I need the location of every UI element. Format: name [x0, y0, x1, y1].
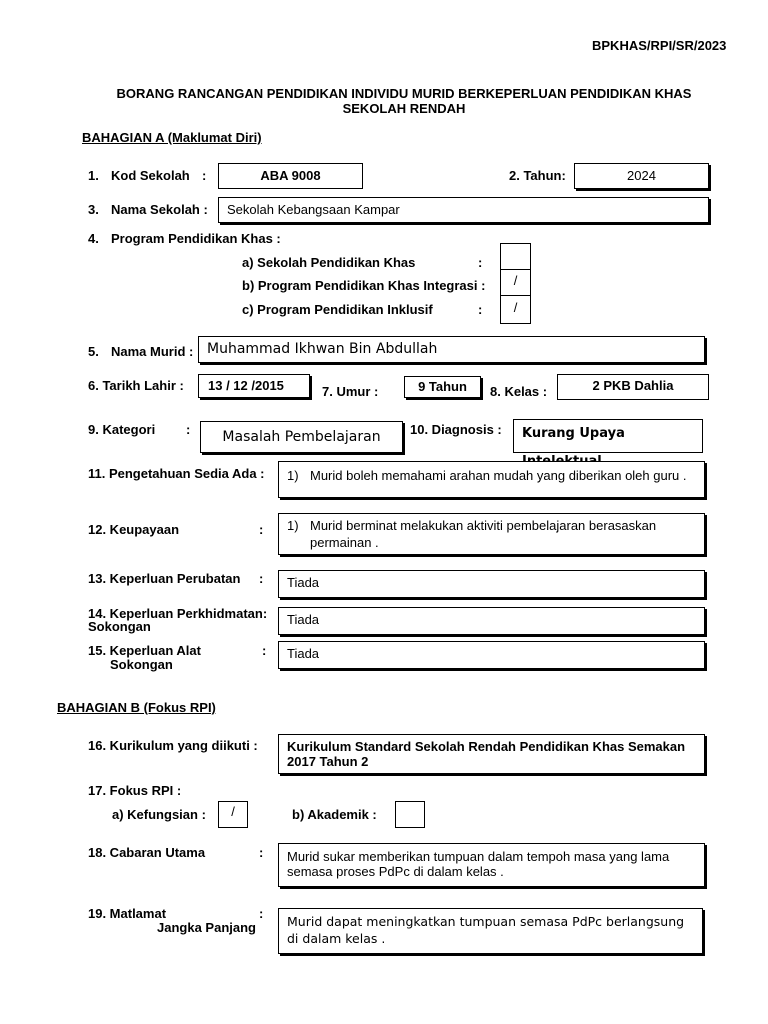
program-option-b-checkbox[interactable] [500, 269, 531, 297]
keperluan-alat-label-line2: Sokongan [110, 657, 173, 672]
kod-sekolah-label: Kod Sekolah [111, 168, 190, 183]
matlamat-value-line2: di dalam kelas . [287, 931, 386, 946]
document-code: BPKHAS/RPI/SR/2023 [592, 38, 727, 53]
keperluan-alat-field[interactable] [278, 641, 705, 669]
field-3-number: 3. [88, 202, 99, 217]
program-option-b-label: b) Program Pendidikan Khas Integrasi : [242, 278, 486, 293]
kefungsian-label: a) Kefungsian : [112, 807, 206, 822]
umur-label: 7. Umur : [322, 384, 379, 399]
kurikulum-value-line1: Kurikulum Standard Sekolah Rendah Pendidikan Khas Semakan [287, 739, 686, 754]
pengetahuan-value: Murid boleh memahami arahan mudah yang diberikan oleh guru . [310, 468, 687, 483]
program-option-b-mark: / [513, 273, 518, 288]
field-5-number: 5. [88, 344, 99, 359]
kelas-value: 2 PKB Dahlia [592, 378, 674, 393]
program-label: Program Pendidikan Khas : [111, 231, 281, 246]
kategori-value: Masalah Pembelajaran [222, 429, 381, 445]
tarikh-lahir-label: 6. Tarikh Lahir : [88, 378, 184, 393]
umur-field[interactable] [404, 376, 481, 398]
keupayaan-value-line2: permainan . [310, 535, 379, 550]
kategori-label: 9. Kategori [88, 422, 156, 437]
keupayaan-field[interactable] [278, 513, 705, 555]
kategori-colon: : [186, 422, 191, 437]
keperluan-perkhidmatan-label-line1: 14. Keperluan Perkhidmatan: [88, 606, 268, 621]
pengetahuan-field[interactable] [278, 461, 705, 498]
keperluan-alat-colon: : [262, 643, 267, 658]
cabaran-value-line1: Murid sukar memberikan tumpuan dalam tempoh masa yang lama [287, 849, 670, 864]
keperluan-perkhidmatan-field[interactable] [278, 607, 705, 635]
keperluan-perubatan-field[interactable] [278, 570, 705, 598]
keupayaan-item-number: 1) [287, 518, 299, 533]
keperluan-perkhidmatan-label-line2: Sokongan [88, 619, 151, 634]
fokus-label: 17. Fokus RPI : [88, 783, 182, 798]
nama-sekolah-label: Nama Sekolah : [111, 202, 208, 217]
keperluan-alat-label-line1: 15. Keperluan Alat [88, 643, 201, 658]
nama-sekolah-value: Sekolah Kebangsaan Kampar [227, 202, 400, 217]
tahun-field[interactable] [574, 163, 709, 189]
tarikh-lahir-field[interactable] [198, 374, 310, 398]
form-title-line2: SEKOLAH RENDAH [342, 101, 466, 116]
program-option-c-colon: : [478, 302, 483, 317]
pengetahuan-item-number: 1) [287, 468, 299, 483]
keperluan-perubatan-value: Tiada [287, 575, 320, 590]
section-b-heading: BAHAGIAN B (Fokus RPI) [57, 700, 216, 715]
program-option-a-label: a) Sekolah Pendidikan Khas [242, 255, 416, 270]
kategori-field[interactable] [200, 421, 403, 453]
cabaran-value-line2: semasa proses PdPc di dalam kelas . [287, 864, 504, 879]
tahun-label: 2. Tahun: [509, 168, 566, 183]
keupayaan-colon: : [259, 522, 264, 537]
kurikulum-value-line2: 2017 Tahun 2 [287, 754, 369, 769]
cabaran-field[interactable] [278, 843, 705, 887]
akademik-label: b) Akademik : [292, 807, 377, 822]
kod-sekolah-value: ABA 9008 [260, 168, 321, 183]
program-option-c-mark: / [513, 300, 518, 315]
keperluan-perkhidmatan-value: Tiada [287, 612, 320, 627]
kod-sekolah-field[interactable] [218, 163, 363, 189]
program-option-a-checkbox[interactable] [500, 243, 531, 271]
program-option-a-colon: : [478, 255, 483, 270]
cabaran-colon: : [259, 845, 264, 860]
diagnosis-label: 10. Diagnosis : [410, 422, 502, 437]
kefungsian-mark: / [231, 804, 235, 819]
cabaran-label: 18. Cabaran Utama [88, 845, 206, 860]
keupayaan-value-line1: Murid berminat melakukan aktiviti pembelajaran berasaskan [310, 518, 657, 533]
akademik-checkbox[interactable] [395, 801, 425, 828]
matlamat-label-line2: Jangka Panjang [157, 920, 256, 935]
nama-murid-value: Muhammad Ikhwan Bin Abdullah [207, 341, 438, 357]
kelas-field[interactable] [557, 374, 709, 400]
keperluan-perubatan-colon: : [259, 571, 264, 586]
kurikulum-label: 16. Kurikulum yang diikuti : [88, 738, 258, 753]
field-1-number: 1. [88, 168, 99, 183]
kurikulum-field[interactable] [278, 734, 705, 774]
matlamat-value-line1: Murid dapat meningkatkan tumpuan semasa PdPc berlangsung [287, 914, 685, 929]
keperluan-alat-value: Tiada [287, 646, 320, 661]
keupayaan-label: 12. Keupayaan [88, 522, 180, 537]
section-a-heading: BAHAGIAN A (Maklumat Diri) [82, 130, 262, 145]
field-4-number: 4. [88, 231, 99, 246]
umur-value: 9 Tahun [418, 379, 467, 394]
nama-sekolah-field[interactable] [218, 197, 709, 223]
diagnosis-field[interactable] [513, 419, 703, 453]
program-option-c-label: c) Program Pendidikan Inklusif [242, 302, 433, 317]
form-title-line1: BORANG RANCANGAN PENDIDIKAN INDIVIDU MURID BERKEPERLUAN PENDIDIKAN KHAS [116, 86, 692, 101]
pengetahuan-label: 11. Pengetahuan Sedia Ada : [88, 466, 265, 481]
nama-murid-label: Nama Murid : [111, 344, 194, 359]
kelas-label: 8. Kelas : [490, 384, 548, 399]
program-option-c-checkbox[interactable] [500, 295, 531, 324]
tahun-value: 2024 [627, 168, 656, 183]
matlamat-colon: : [259, 906, 264, 921]
kefungsian-checkbox[interactable] [218, 801, 248, 828]
tarikh-lahir-value: 13 / 12 /2015 [208, 378, 284, 393]
keperluan-perubatan-label: 13. Keperluan Perubatan [88, 571, 241, 586]
matlamat-field[interactable] [278, 908, 703, 954]
matlamat-label-line1: 19. Matlamat [88, 906, 167, 921]
kod-sekolah-colon: : [202, 168, 207, 183]
diagnosis-value: Kurang Upaya [522, 426, 625, 441]
nama-murid-field[interactable] [198, 336, 705, 363]
